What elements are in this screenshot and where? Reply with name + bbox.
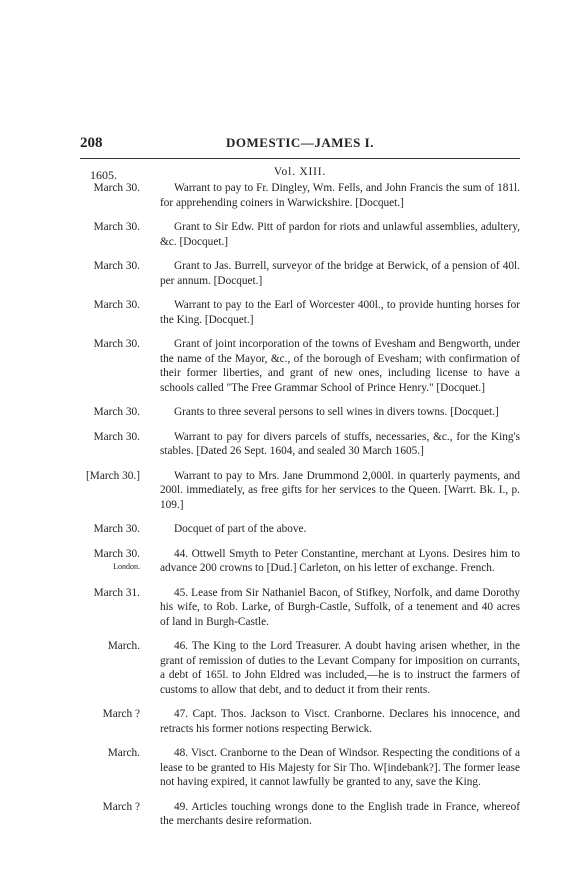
calendar-entry — [80, 707, 520, 736]
page-header — [80, 135, 520, 157]
calendar-entry — [80, 547, 520, 576]
entry-text: Warrant to pay to Mrs. Jane Drummond 2,000l. in quarterly payments, and 200l. immediately, as free gifts for her services to the Queen. [Warrt. Bk. I., p. 109.] — [160, 469, 520, 511]
volume-label: Vol. XIII. — [273, 166, 327, 178]
entry-date: March ? — [102, 708, 140, 720]
entry-date: March 30. — [93, 299, 140, 311]
sub-header — [80, 166, 520, 182]
entry-date: [March 30.] — [86, 469, 140, 482]
calendar-entry — [80, 586, 520, 630]
entry-text: Grant to Jas. Burrell, surveyor of the bridge at Berwick, of a pension of 40l. per annum. [Docquet.] — [160, 260, 520, 287]
entry-text: 45. Lease from Sir Nathaniel Bacon, of Stifkey, Norfolk, and dame Dorothy his wife, to Rob. Larke, of Burgh-Castle, Suffolk, of a tenement and 40 acres of land in Burgh-Castle. — [160, 586, 520, 628]
entry-date: March 30. — [93, 260, 140, 272]
entry-text: 44. Ottwell Smyth to Peter Constantine, merchant at Lyons. Desires him to advance 200 crowns to [Dud.] Carleton, on his letter of exchange. French. — [160, 547, 520, 574]
entry-text: Warrant to pay to the Earl of Worcester 400l., to provide hunting horses for the King. [Docquet.] — [160, 299, 520, 326]
calendar-entry — [80, 522, 520, 537]
entry-text: Warrant to pay to Fr. Dingley, Wm. Fells, and John Francis the sum of 181l. for apprehending coiners in Warwickshire. [Docquet.] — [160, 182, 520, 209]
entry-date: March 30. — [93, 338, 140, 350]
entry-date: March 30. — [93, 523, 140, 535]
entry-date: March 30. — [93, 221, 140, 233]
entry-date: March. — [107, 747, 140, 759]
entry-text: Docquet of part of the above. — [174, 523, 307, 535]
entry-text: 48. Visct. Cranborne to the Dean of Windsor. Respecting the conditions of a lease to be granted to His Majesty for Sir Tho. W[indebank?]. The former lease not having expired, it cannot lawfully be granted to any, save the King. — [160, 747, 520, 788]
entry-date: March 30. London. — [80, 547, 140, 573]
calendar-entries — [80, 181, 520, 839]
calendar-entry — [80, 298, 520, 327]
page-number: 208 — [80, 135, 103, 151]
entry-location: London. — [113, 562, 140, 571]
calendar-entry — [80, 337, 520, 395]
entry-text: Warrant to pay for divers parcels of stuffs, necessaries, &c., for the King's stables. [Dated 26 Sept. 1604, and sealed 30 March 1605.] — [160, 430, 520, 457]
entry-date: March 31. — [93, 586, 140, 599]
entry-text: 47. Capt. Thos. Jackson to Visct. Cranborne. Declares his innocence, and retracts his former notions respecting Berwick. — [160, 708, 520, 735]
entry-date: March ? — [102, 800, 140, 813]
running-head: DOMESTIC—JAMES I. — [226, 135, 374, 150]
calendar-entry — [80, 469, 520, 513]
entry-text: 46. The King to the Lord Treasurer. A doubt having arisen whether, in the grant of remission of duties to the Levant Company for imposition on currants, a debt of 165l. to John Eldred was included,—he is to instruct the farmers of customs to allow that debt, and to deduct it from their rents. — [160, 640, 520, 696]
entry-date: March 30. — [93, 406, 140, 418]
calendar-entry — [80, 220, 520, 249]
entry-text: Grant of joint incorporation of the towns of Evesham and Bengworth, under the name of the Mayor, &c., of the borough of Evesham; with confirmation of their former liberties, and grant of new ones, including license to have a schools called "The Free Grammar School of Prince Henry." [Docquet.] — [160, 338, 520, 394]
header-rule — [80, 158, 520, 159]
entry-date: March 30. — [93, 430, 140, 443]
calendar-entry — [80, 800, 520, 829]
year-label: 1605. — [90, 168, 117, 182]
calendar-entry — [80, 639, 520, 697]
calendar-entry — [80, 259, 520, 288]
entry-date: March 30. — [93, 182, 140, 194]
calendar-entry — [80, 746, 520, 790]
entry-text: Grants to three several persons to sell wines in divers towns. [Docquet.] — [174, 406, 499, 418]
entry-date: March. — [107, 640, 140, 652]
entry-text: Grant to Sir Edw. Pitt of pardon for riots and unlawful assemblies, adultery, &c. [Docquet.] — [160, 221, 520, 248]
calendar-entry — [80, 181, 520, 210]
entry-text: 49. Articles touching wrongs done to the English trade in France, whereof the merchants desire reformation. — [160, 800, 520, 827]
calendar-entry — [80, 405, 520, 420]
calendar-entry — [80, 430, 520, 459]
